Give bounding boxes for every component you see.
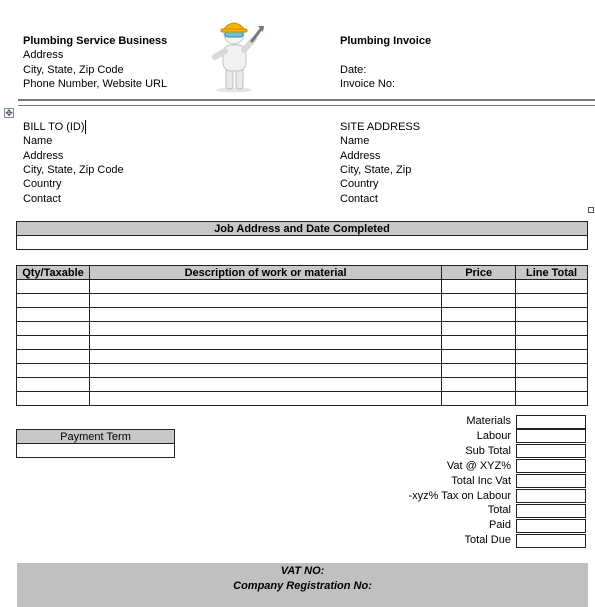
total-label: Sub Total [465,444,511,457]
total-label: Total [487,504,511,517]
bill-to-city: City, State, Zip Code [23,164,124,176]
qty-cell[interactable] [17,364,90,378]
business-city: City, State, Zip Code [23,64,124,76]
job-address-cell[interactable] [17,236,588,250]
description-cell[interactable] [89,308,441,322]
table-row [17,294,588,308]
qty-cell[interactable] [17,322,90,336]
business-name: Plumbing Service Business [23,35,168,47]
line-total-cell[interactable] [516,322,588,336]
price-cell[interactable] [442,378,516,392]
description-cell[interactable] [89,280,441,294]
site-address: Address [340,150,381,162]
invoice-title: Plumbing Invoice [340,35,432,47]
table-row [17,392,588,406]
total-label: Labour [476,429,511,442]
line-total-header: Line Total [516,266,588,280]
total-value-cell[interactable] [516,519,586,533]
total-label: Paid [488,519,511,532]
total-value-cell[interactable] [516,444,586,458]
bill-to-heading: BILL TO (ID) [23,121,85,133]
items-table [16,265,588,406]
line-total-cell[interactable] [516,392,588,406]
header-divider-top [18,99,595,101]
plumber-mascot-icon [206,17,268,93]
total-value-cell[interactable] [516,534,586,548]
total-value-cell[interactable] [516,489,586,503]
price-cell[interactable] [442,364,516,378]
line-total-cell[interactable] [516,336,588,350]
price-header: Price [442,266,516,280]
qty-cell[interactable] [17,378,90,392]
bill-to-address: Address [23,150,64,162]
total-label: Vat @ XYZ% [446,459,511,472]
total-value-cell[interactable] [516,459,586,473]
description-cell[interactable] [89,350,441,364]
table-row [17,308,588,322]
qty-cell[interactable] [17,280,90,294]
total-value-cell[interactable] [516,429,586,443]
site-heading: SITE ADDRESS [340,121,421,133]
table-row [17,280,588,294]
line-total-cell[interactable] [516,378,588,392]
price-cell[interactable] [442,308,516,322]
description-cell[interactable] [89,322,441,336]
qty-cell[interactable] [17,350,90,364]
price-cell[interactable] [442,336,516,350]
total-label: -xyz% Tax on Labour [408,489,511,502]
invoice-number-label: Invoice No: [340,78,396,90]
company-registration: Company Registration No: [233,579,372,592]
price-cell[interactable] [442,322,516,336]
bill-to-name: Name [23,135,53,147]
site-city: City, State, Zip [340,164,412,176]
table-row [17,350,588,364]
site-name: Name [340,135,370,147]
resize-handle-icon[interactable] [588,207,594,213]
line-total-cell[interactable] [516,308,588,322]
total-value-cell[interactable] [516,504,586,518]
line-total-cell[interactable] [516,294,588,308]
qty-cell[interactable] [17,308,90,322]
site-country: Country [340,178,379,190]
table-row [17,364,588,378]
description-cell[interactable] [89,392,441,406]
bill-to-country: Country [23,178,62,190]
total-label: Total Due [464,534,511,547]
text-cursor [85,120,86,134]
total-label: Materials [466,415,511,427]
description-cell[interactable] [89,364,441,378]
description-cell[interactable] [89,294,441,308]
description-cell[interactable] [89,336,441,350]
qty-cell[interactable] [17,336,90,350]
total-value-cell[interactable] [516,415,586,429]
qty-cell[interactable] [17,294,90,308]
business-address: Address [23,49,64,61]
line-total-cell[interactable] [516,350,588,364]
qty-header: Qty/Taxable [17,266,90,280]
line-total-cell[interactable] [516,280,588,294]
price-cell[interactable] [442,392,516,406]
header-divider-bottom [18,105,595,106]
site-contact: Contact [340,193,378,205]
description-cell[interactable] [89,378,441,392]
table-row [17,378,588,392]
vat-number: VAT NO: [280,565,325,577]
payment-term-table [16,429,175,458]
bill-to-contact: Contact [23,193,61,205]
price-cell[interactable] [442,280,516,294]
total-label: Total Inc Vat [451,474,511,487]
line-total-cell[interactable] [516,364,588,378]
total-value-cell[interactable] [516,474,586,488]
job-address-heading: Job Address and Date Completed [17,222,588,236]
footer-band [17,563,588,607]
date-label: Date: [340,64,367,76]
job-address-table [16,221,588,250]
price-cell[interactable] [442,350,516,364]
qty-cell[interactable] [17,392,90,406]
table-row [17,336,588,350]
description-header: Description of work or material [89,266,441,280]
table-row [17,322,588,336]
price-cell[interactable] [442,294,516,308]
business-contact: Phone Number, Website URL [23,78,168,90]
payment-term-heading: Payment Term [17,430,175,444]
move-handle-icon[interactable]: ✥ [5,108,13,118]
payment-term-cell[interactable] [17,444,175,458]
